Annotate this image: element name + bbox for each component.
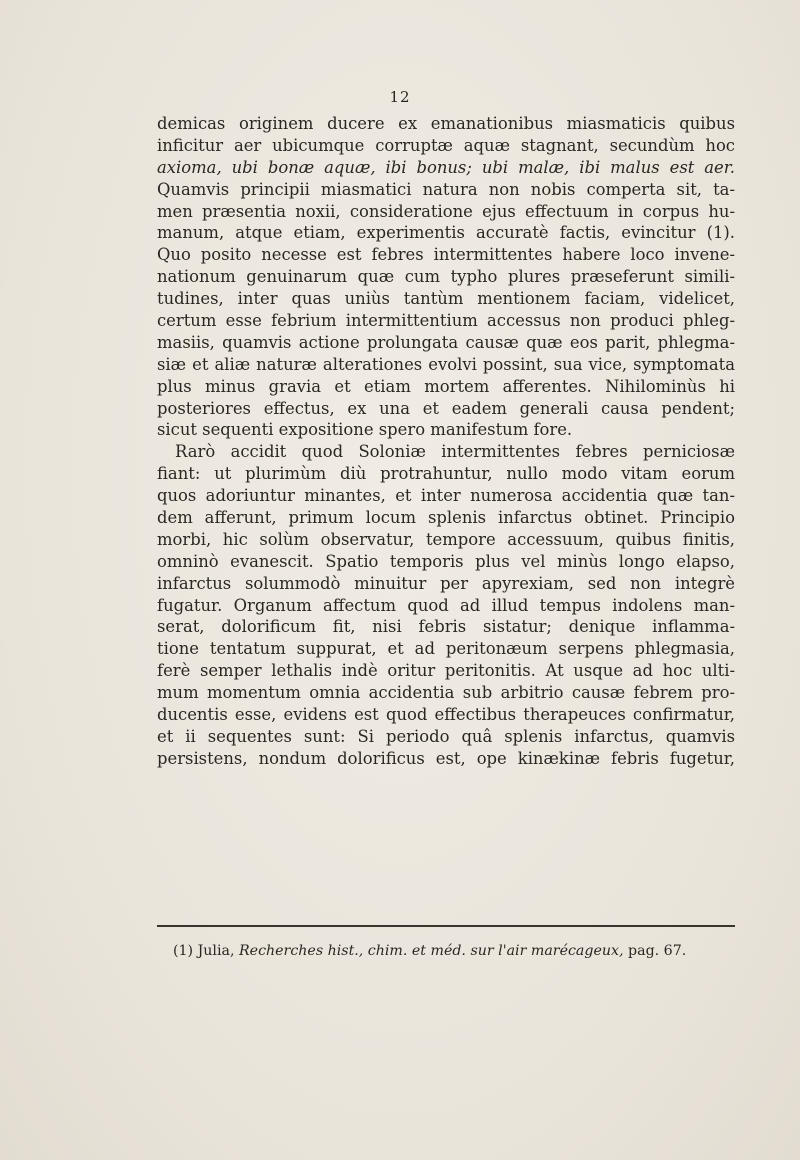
- text-line: Rarò accidit quod Soloniæ intermittentes febres perniciosæ: [175, 442, 735, 462]
- text-line: Quo posito necesse est febres intermittentes habere loco invene-: [157, 245, 735, 265]
- text-line: serat, dolorificum fit, nisi febris sistatur; denique inflamma-: [157, 617, 735, 637]
- text-line: ducentis esse, evidens est quod effectibus therapeuces confirmatur,: [157, 705, 735, 725]
- text-line: tudines, inter quas uniùs tantùm mentionem faciam, videlicet,: [157, 289, 735, 309]
- text-line: axioma, ubi bonæ aquæ, ibi bonus; ubi malæ, ibi malus est aer.: [157, 157, 735, 177]
- text-line: posteriores effectus, ex una et eadem generali causa pendent;: [157, 398, 735, 418]
- text-line: masiis, quamvis actione prolungata causæ quæ eos parit, phlegma-: [157, 332, 735, 352]
- text-line: certum esse febrium intermittentium accessus non produci phleg-: [157, 311, 735, 331]
- text-line: men præsentia noxii, consideratione ejus effectuum in corpus hu-: [157, 201, 735, 221]
- text-line: Quamvis principii miasmatici natura non nobis comperta sit, ta-: [157, 179, 735, 199]
- footnote-marker: (1) Julia,: [173, 943, 235, 959]
- text-line: morbi, hic solùm observatur, tempore accessuum, quibus finitis,: [157, 529, 735, 549]
- text-line: sicut sequenti expositione spero manifestum fore.: [157, 420, 573, 440]
- footnote-page: pag. 67.: [628, 943, 687, 959]
- footnote: [173, 943, 743, 959]
- text-line: demicas originem ducere ex emanationibus miasmaticis quibus: [157, 114, 735, 133]
- text-line: omninò evanescit. Spatio temporis plus vel minùs longo elapso,: [157, 551, 735, 571]
- text-line: siæ et aliæ naturæ alterationes evolvi possint, sua vice, symptomata: [157, 354, 735, 374]
- text-line: persistens, nondum dolorificus est, ope kinækinæ febris fugetur,: [157, 748, 735, 768]
- body-text: [157, 113, 735, 770]
- text-line: mum momentum omnia accidentia sub arbitrio causæ febrem pro-: [157, 683, 735, 703]
- text-line: tione tentatum suppurat, et ad peritonæum serpens phlegmasia,: [157, 639, 735, 659]
- text-line: plus minus gravia et etiam mortem afferentes. Nihilominùs hi: [157, 376, 735, 396]
- text-line: et ii sequentes sunt: Si periodo quâ splenis infarctus, quamvis: [157, 726, 735, 746]
- text-line: infarctus solummodò minuitur per apyrexiam, sed non integrè: [157, 573, 735, 593]
- footnote-title: Recherches hist., chim. et méd. sur l'air marécageux,: [239, 943, 624, 959]
- text-line: inficitur aer ubicumque corruptæ aquæ stagnant, secundùm hoc: [157, 135, 735, 155]
- page-number: 12: [389, 88, 411, 106]
- text-line: nationum genuinarum quæ cum typho plures præseferunt simili-: [157, 267, 735, 287]
- text-line: fiant: ut plurimùm diù protrahuntur, nullo modo vitam eorum: [157, 464, 735, 484]
- text-line: fugatur. Organum affectum quod ad illud tempus indolens man-: [157, 595, 735, 615]
- text-line: quos adoriuntur minantes, et inter numerosa accidentia quæ tan-: [157, 486, 735, 506]
- text-line: manum, atque etiam, experimentis accuratè factis, evincitur (1).: [157, 223, 735, 243]
- text-line: ferè semper lethalis indè oritur peritonitis. At usque ad hoc ulti-: [157, 661, 735, 681]
- text-line: dem afferunt, primum locum splenis infarctus obtinet. Principio: [157, 508, 735, 528]
- footnote-rule: [157, 925, 735, 927]
